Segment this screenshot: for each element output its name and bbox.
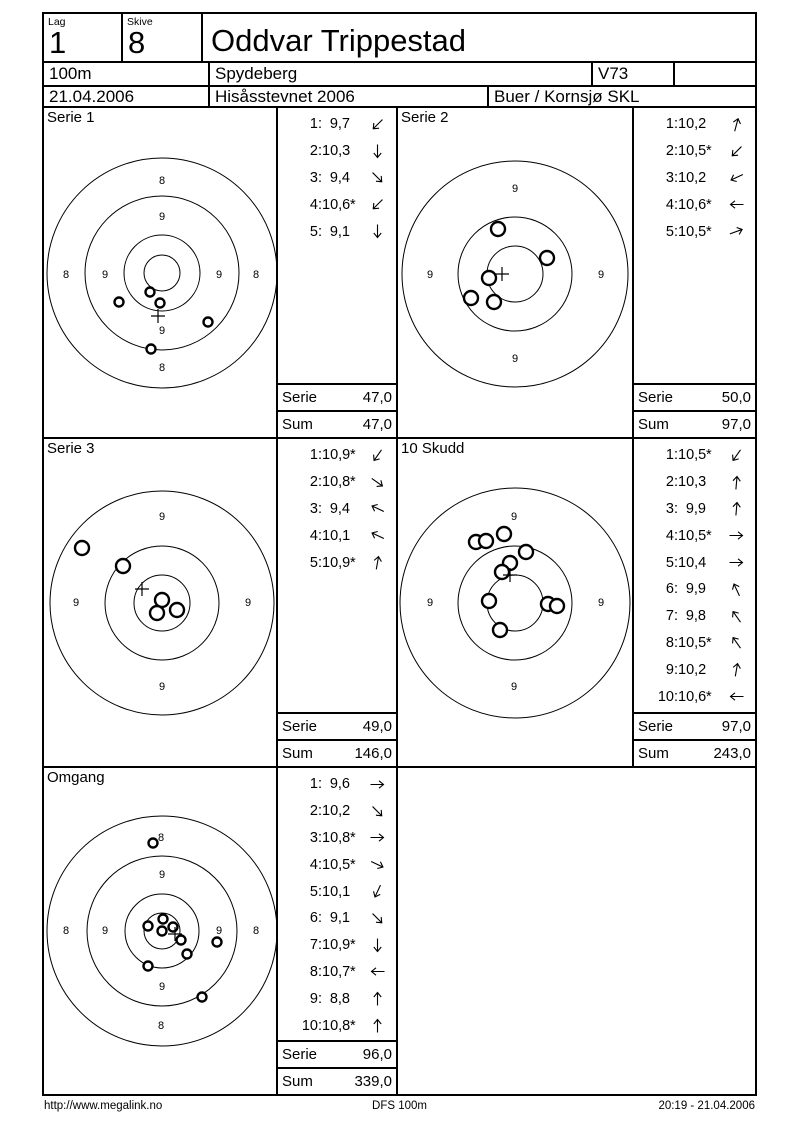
inner-ten-star: * <box>350 829 356 846</box>
svg-text:9: 9 <box>426 269 434 281</box>
shot-value: 9,9 <box>685 581 706 598</box>
shot-number: 9: <box>665 661 678 678</box>
shot-number: 3: <box>309 500 322 517</box>
panel-title: Omgang <box>47 769 105 786</box>
svg-text:9: 9 <box>510 681 518 693</box>
shot-value: 10,6 <box>678 196 707 213</box>
shot-number: 1: <box>309 776 322 793</box>
shot-value: 10,1 <box>322 527 351 544</box>
serie-total-row <box>278 712 396 739</box>
shot-direction-arrow-icon <box>369 883 386 900</box>
shot-direction-arrow-icon <box>728 581 745 598</box>
sum-total-row <box>278 1067 396 1094</box>
shot-direction-arrow-icon <box>369 116 386 133</box>
shot-direction-arrow-icon <box>728 169 745 186</box>
shot-value: 10,9 <box>322 447 351 464</box>
target-diagram <box>44 439 276 766</box>
shot-number: 2: <box>665 143 678 160</box>
club-cell: Buer / Kornsjø SKL <box>489 87 755 108</box>
shot-list-serie1 <box>278 108 398 439</box>
svg-text:9: 9 <box>158 511 166 523</box>
shot-value: 10,3 <box>678 474 707 491</box>
lag-value: 1 <box>49 25 67 60</box>
svg-text:8: 8 <box>158 175 166 187</box>
svg-text:9: 9 <box>158 211 166 223</box>
sum-label: Sum <box>282 745 313 762</box>
target-diagram <box>44 108 276 437</box>
shot-row <box>278 111 396 138</box>
shot-value: 10,5 <box>678 143 707 160</box>
sum-value: 47,0 <box>362 416 392 433</box>
svg-text:9: 9 <box>158 325 166 337</box>
shot-value: 10,5 <box>678 527 707 544</box>
shot-row <box>278 138 396 165</box>
shot-row <box>634 442 755 469</box>
shot-value: 10,4 <box>678 554 707 571</box>
shot-number: 4: <box>309 856 322 873</box>
svg-text:8: 8 <box>157 1020 165 1032</box>
svg-text:9: 9 <box>158 681 166 693</box>
shot-direction-arrow-icon <box>369 829 386 846</box>
shot-row <box>278 851 396 878</box>
sum-total-row <box>634 739 755 766</box>
blank-cell <box>675 63 755 87</box>
shot-value: 10,8 <box>322 1017 351 1034</box>
panel-title: Serie 2 <box>401 109 449 126</box>
shot-value: 10,5 <box>322 856 351 873</box>
event-cell: Hisåsstevnet 2006 <box>210 87 489 108</box>
shot-number: 9: <box>309 990 322 1007</box>
shot-direction-arrow-icon <box>728 196 745 213</box>
shot-value: 10,2 <box>678 116 707 133</box>
shot-number: 6: <box>309 910 322 927</box>
shot-row <box>634 603 755 630</box>
shot-direction-arrow-icon <box>369 527 386 544</box>
inner-ten-star: * <box>350 447 356 464</box>
lag-label: Lag <box>48 16 66 28</box>
inner-ten-star: * <box>350 554 356 571</box>
footer-timestamp: 20:19 - 21.04.2006 <box>658 1100 755 1112</box>
sum-total-row <box>278 410 396 437</box>
serie-value: 50,0 <box>721 389 751 406</box>
shot-rows <box>634 442 755 710</box>
panel-title: Serie 1 <box>47 109 95 126</box>
shot-direction-arrow-icon <box>369 803 386 820</box>
shot-number: 7: <box>309 937 322 954</box>
shot-direction-arrow-icon <box>728 554 745 571</box>
shot-direction-arrow-icon <box>728 688 745 705</box>
shot-direction-arrow-icon <box>369 937 386 954</box>
footer-program: DFS 100m <box>372 1100 427 1112</box>
shot-direction-arrow-icon <box>728 447 745 464</box>
shot-direction-arrow-icon <box>369 223 386 240</box>
svg-text:9: 9 <box>158 869 166 881</box>
shot-direction-arrow-icon <box>728 143 745 160</box>
score-sheet <box>42 12 757 1096</box>
sum-value: 97,0 <box>721 416 751 433</box>
shot-list-serie2 <box>634 108 755 439</box>
shot-number: 5: <box>665 554 678 571</box>
shot-row <box>278 985 396 1012</box>
serie-total-row <box>278 1040 396 1067</box>
shot-value: 9,4 <box>329 169 350 186</box>
shot-direction-arrow-icon <box>369 990 386 1007</box>
shot-number: 4: <box>665 196 678 213</box>
shot-row <box>278 878 396 905</box>
page-footer <box>44 1100 755 1114</box>
shot-direction-arrow-icon <box>369 143 386 160</box>
serie-value: 96,0 <box>362 1046 392 1063</box>
shot-value: 8,8 <box>329 990 350 1007</box>
shot-value: 9,1 <box>329 223 350 240</box>
inner-ten-star: * <box>350 1017 356 1034</box>
lag-cell <box>44 14 123 63</box>
serie-label: Serie <box>638 389 674 406</box>
svg-text:9: 9 <box>597 269 605 281</box>
inner-ten-star: * <box>350 856 356 873</box>
shot-value: 10,7 <box>322 963 351 980</box>
sum-value: 243,0 <box>713 745 751 762</box>
shot-direction-arrow-icon <box>369 910 386 927</box>
inner-ten-star: * <box>706 196 712 213</box>
skive-value: 8 <box>128 25 146 60</box>
shot-direction-arrow-icon <box>369 554 386 571</box>
empty-panel <box>398 768 755 1094</box>
svg-text:8: 8 <box>252 269 260 281</box>
serie-label: Serie <box>282 718 318 735</box>
shot-number: 3: <box>665 169 678 186</box>
shot-row <box>634 496 755 523</box>
serie-total-row <box>634 383 755 410</box>
shot-row <box>634 469 755 496</box>
sum-total-row <box>278 739 396 766</box>
shot-number: 2: <box>309 474 322 491</box>
shot-rows <box>278 771 396 1039</box>
shot-row <box>278 469 396 496</box>
target-omgang <box>44 768 278 1094</box>
shot-number: 1: <box>665 447 678 464</box>
serie-label: Serie <box>282 1046 318 1063</box>
inner-ten-star: * <box>706 527 712 544</box>
shot-number: 3: <box>309 829 322 846</box>
shot-number: 10: <box>301 1017 322 1034</box>
shot-direction-arrow-icon <box>728 474 745 491</box>
target-diagram <box>44 768 276 1094</box>
shot-value: 10,6 <box>322 196 351 213</box>
shot-number: 5: <box>665 223 678 240</box>
shot-row <box>634 218 755 245</box>
shot-number: 4: <box>309 527 322 544</box>
svg-text:9: 9 <box>511 353 519 365</box>
serie-value: 47,0 <box>362 389 392 406</box>
shot-rows <box>634 111 755 245</box>
shot-number: 4: <box>309 196 322 213</box>
shot-rows <box>278 442 396 576</box>
shot-direction-arrow-icon <box>369 169 386 186</box>
shot-row <box>278 218 396 245</box>
shot-number: 7: <box>665 608 678 625</box>
shot-value: 10,5 <box>678 223 707 240</box>
inner-ten-star: * <box>350 196 356 213</box>
shot-number: 10: <box>657 688 678 705</box>
shot-number: 2: <box>309 803 322 820</box>
target-serie3 <box>44 439 278 768</box>
shot-direction-arrow-icon <box>728 223 745 240</box>
svg-text:9: 9 <box>215 925 223 937</box>
class-cell: V73 <box>593 63 675 87</box>
shot-direction-arrow-icon <box>728 661 745 678</box>
skive-label: Skive <box>127 16 153 28</box>
shot-value: 10,2 <box>678 661 707 678</box>
shot-list-serie3 <box>278 439 398 768</box>
shot-value: 10,1 <box>322 883 351 900</box>
svg-text:9: 9 <box>510 511 518 523</box>
sum-label: Sum <box>282 1073 313 1090</box>
shot-number: 4: <box>665 527 678 544</box>
svg-text:9: 9 <box>72 597 80 609</box>
serie-total-row <box>278 383 396 410</box>
target-serie1 <box>44 108 278 439</box>
shot-row <box>634 549 755 576</box>
shot-row <box>634 522 755 549</box>
panel-title: Serie 3 <box>47 440 95 457</box>
inner-ten-star: * <box>706 143 712 160</box>
shot-row <box>278 165 396 192</box>
svg-text:9: 9 <box>101 925 109 937</box>
shot-direction-arrow-icon <box>369 447 386 464</box>
shot-row <box>634 165 755 192</box>
shot-direction-arrow-icon <box>369 963 386 980</box>
shot-row <box>634 683 755 710</box>
shot-list-10skudd <box>634 439 755 768</box>
shot-number: 3: <box>665 500 678 517</box>
shot-row <box>634 656 755 683</box>
shot-number: 2: <box>309 143 322 160</box>
inner-ten-star: * <box>706 447 712 464</box>
shot-row <box>278 549 396 576</box>
sum-label: Sum <box>638 745 669 762</box>
panel-title: 10 Skudd <box>401 440 465 457</box>
shot-direction-arrow-icon <box>369 474 386 491</box>
shot-number: 6: <box>665 581 678 598</box>
shot-row <box>634 191 755 218</box>
sum-label: Sum <box>282 416 313 433</box>
shot-row <box>278 191 396 218</box>
svg-text:8: 8 <box>252 925 260 937</box>
sum-label: Sum <box>638 416 669 433</box>
target-diagram <box>398 439 632 766</box>
svg-text:8: 8 <box>158 362 166 374</box>
svg-text:9: 9 <box>244 597 252 609</box>
shot-value: 10,2 <box>322 803 351 820</box>
shot-row <box>278 798 396 825</box>
shot-value: 10,5 <box>678 634 707 651</box>
shot-value: 9,4 <box>329 500 350 517</box>
shooter-name-cell <box>203 14 755 63</box>
shot-value: 10,8 <box>322 474 351 491</box>
svg-text:8: 8 <box>62 269 70 281</box>
shot-row <box>634 138 755 165</box>
shot-list-omgang <box>278 768 398 1094</box>
sum-value: 339,0 <box>354 1073 392 1090</box>
shot-row <box>278 496 396 523</box>
target-serie2 <box>398 108 634 439</box>
shot-number: 5: <box>309 883 322 900</box>
shot-number: 5: <box>309 554 322 571</box>
svg-text:9: 9 <box>597 597 605 609</box>
shot-value: 9,1 <box>329 910 350 927</box>
shot-value: 10,8 <box>322 829 351 846</box>
serie-total-row <box>634 712 755 739</box>
sum-total-row <box>634 410 755 437</box>
svg-text:9: 9 <box>158 981 166 993</box>
shot-value: 10,9 <box>322 937 351 954</box>
serie-value: 49,0 <box>362 718 392 735</box>
date-cell: 21.04.2006 <box>44 87 210 108</box>
shot-number: 1: <box>309 116 322 133</box>
shot-value: 10,3 <box>322 143 351 160</box>
shot-value: 10,5 <box>678 447 707 464</box>
shot-number: 1: <box>309 447 322 464</box>
shot-value: 9,8 <box>685 608 706 625</box>
inner-ten-star: * <box>350 474 356 491</box>
distance-cell: 100m <box>44 63 210 87</box>
svg-text:8: 8 <box>157 832 165 844</box>
shot-direction-arrow-icon <box>728 116 745 133</box>
footer-url: http://www.megalink.no <box>44 1100 163 1112</box>
inner-ten-star: * <box>350 937 356 954</box>
svg-text:9: 9 <box>215 269 223 281</box>
shooter-name: Oddvar Trippestad <box>211 23 467 58</box>
shot-row <box>634 630 755 657</box>
shot-row <box>278 959 396 986</box>
shot-number: 8: <box>309 963 322 980</box>
shot-row <box>634 111 755 138</box>
inner-ten-star: * <box>706 634 712 651</box>
svg-text:9: 9 <box>426 597 434 609</box>
shot-row <box>278 771 396 798</box>
shot-direction-arrow-icon <box>728 634 745 651</box>
shot-value: 10,6 <box>678 688 707 705</box>
target-10skudd <box>398 439 634 768</box>
shot-direction-arrow-icon <box>728 608 745 625</box>
svg-text:9: 9 <box>511 183 519 195</box>
shot-number: 1: <box>665 116 678 133</box>
shot-direction-arrow-icon <box>728 527 745 544</box>
svg-text:9: 9 <box>101 269 109 281</box>
shot-direction-arrow-icon <box>369 776 386 793</box>
shot-row <box>278 932 396 959</box>
target-diagram <box>398 108 632 437</box>
shot-value: 9,9 <box>685 500 706 517</box>
shot-value: 10,2 <box>678 169 707 186</box>
inner-ten-star: * <box>706 688 712 705</box>
inner-ten-star: * <box>350 963 356 980</box>
shot-number: 3: <box>309 169 322 186</box>
shot-row <box>278 522 396 549</box>
shot-value: 9,7 <box>329 116 350 133</box>
shot-row <box>634 576 755 603</box>
shot-value: 10,9 <box>322 554 351 571</box>
serie-value: 97,0 <box>721 718 751 735</box>
shot-direction-arrow-icon <box>369 500 386 517</box>
shot-rows <box>278 111 396 245</box>
venue-cell: Spydeberg <box>210 63 593 87</box>
inner-ten-star: * <box>706 223 712 240</box>
shot-number: 8: <box>665 634 678 651</box>
serie-label: Serie <box>638 718 674 735</box>
shot-value: 9,6 <box>329 776 350 793</box>
serie-label: Serie <box>282 389 318 406</box>
shot-direction-arrow-icon <box>369 856 386 873</box>
shot-number: 5: <box>309 223 322 240</box>
shot-row <box>278 905 396 932</box>
skive-cell <box>123 14 203 63</box>
sum-value: 146,0 <box>354 745 392 762</box>
shot-number: 2: <box>665 474 678 491</box>
shot-direction-arrow-icon <box>369 1017 386 1034</box>
shot-row <box>278 442 396 469</box>
svg-text:8: 8 <box>62 925 70 937</box>
shot-row <box>278 825 396 852</box>
shot-row <box>278 1012 396 1039</box>
shot-direction-arrow-icon <box>728 500 745 517</box>
shot-direction-arrow-icon <box>369 196 386 213</box>
